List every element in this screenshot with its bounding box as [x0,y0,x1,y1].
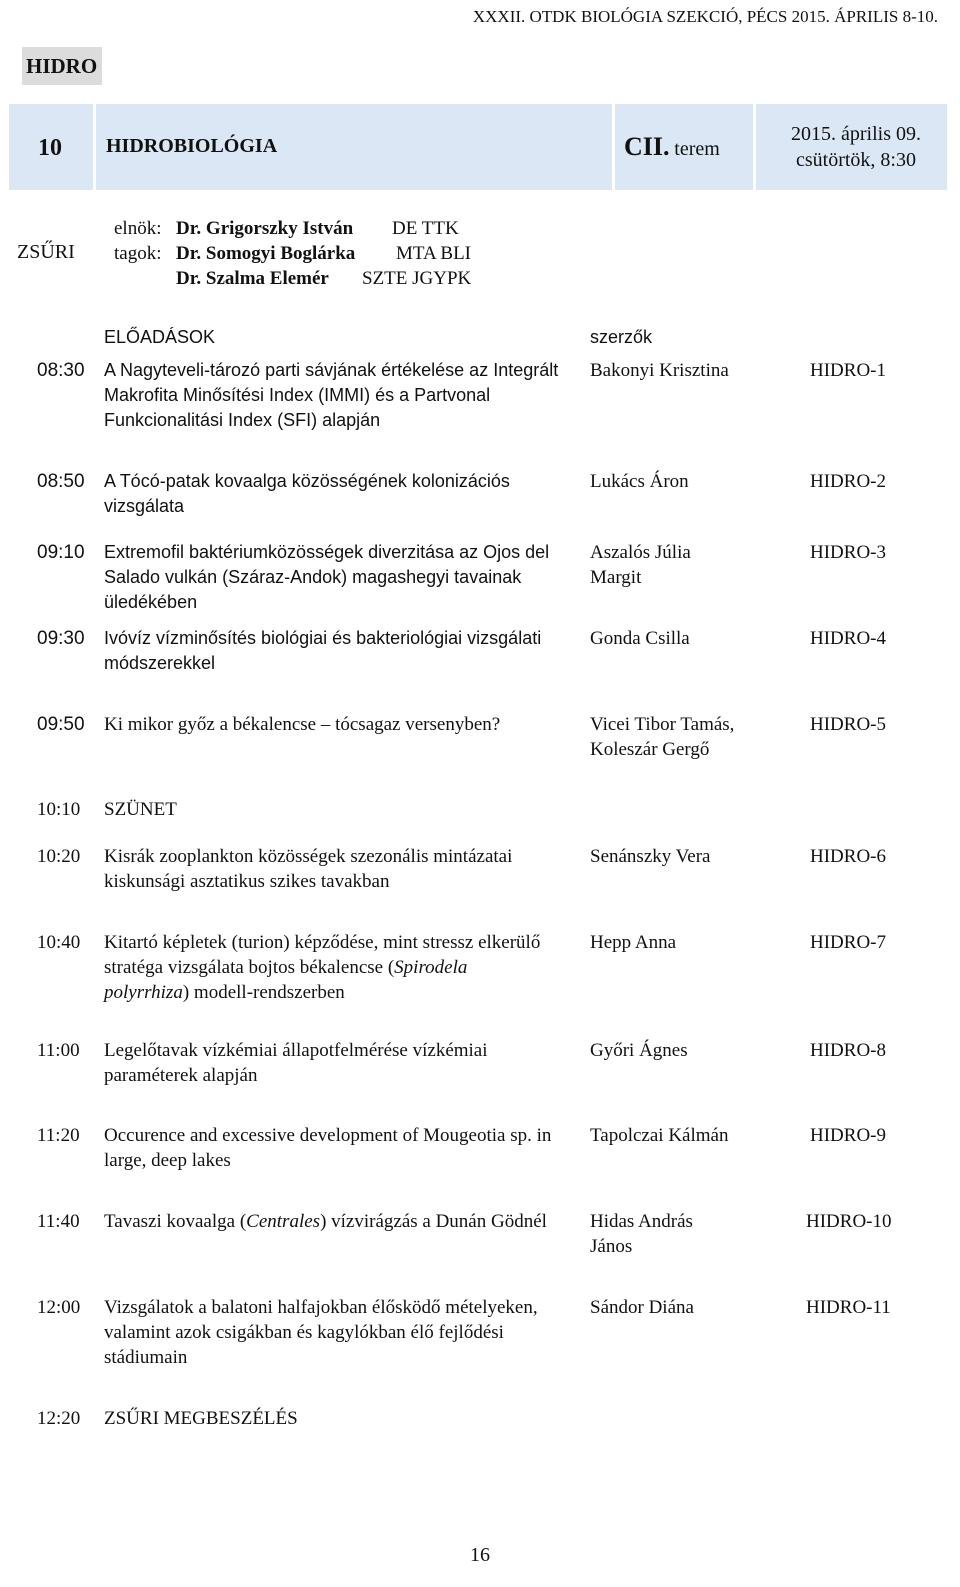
talk-title: Extremofil baktériumközösségek diverzitása az Ojos del Salado vulkán (Száraz-Andok) magashegyi tavainak üledékében [104,542,550,612]
closing-time: 12:20 [37,1408,81,1429]
talk-title: Legelőtavak vízkémiai állapotfelmérése vízkémiai paraméterek alapján [104,1040,488,1086]
talk-author: Hidas András János [590,1211,693,1257]
running-header: XXXII. OTDK BIOLÓGIA SZEKCIÓ, PÉCS 2015. ÁPRILIS 8-10. [472,7,938,26]
talk-time: 10:20 [37,846,81,867]
talk-title: A Tócó-patak kovaalga közösségének kolonizációs vizsgálata [104,471,510,516]
talk-code: HIDRO-10 [806,1211,892,1232]
talk-author: Senánszky Vera [590,846,711,867]
talk-code: HIDRO-11 [806,1297,891,1318]
talk-title-part: ) modell-rendszerben [182,982,345,1003]
talk-title-species: Spirodela polyrrhiza [104,957,468,1003]
session-date [784,121,928,173]
jury-chair-institution: DE TTK [392,218,459,239]
talk-time: 11:40 [37,1211,80,1232]
authors-column-heading: szerzők [590,327,653,347]
talk-time: 11:20 [37,1125,80,1146]
break-label: SZÜNET [104,799,177,820]
talk-code: HIDRO-6 [810,846,886,867]
talk-time: 12:00 [37,1297,81,1318]
talk-code: HIDRO-3 [810,542,886,563]
talk-code: HIDRO-2 [810,471,886,492]
session-room [624,131,720,166]
talk-title-part: ) vízvirágzás a Dunán Gödnél [320,1211,547,1232]
talk-time: 09:30 [37,628,85,649]
page-number: 16 [470,1544,490,1566]
talk-author: Győri Ágnes [590,1040,688,1061]
jury-member-institution: SZTE JGYPK [362,268,472,289]
break-time: 10:10 [37,799,81,820]
talk-code: HIDRO-7 [810,932,886,953]
section-tag: HIDRO [22,47,102,85]
talk-author: Tapolczai Kálmán [590,1125,729,1146]
talk-title: Occurence and excessive development of Mougeotia sp. in large, deep lakes [104,1125,552,1171]
talk-title-part: Tavaszi kovaalga ( [104,1211,247,1232]
talk-author: Lukács Áron [590,471,689,492]
jury-chair-name: Dr. Grigorszky István [176,218,354,239]
talk-code: HIDRO-9 [810,1125,886,1146]
band-separator [612,104,615,190]
talk-author: Bakonyi Krisztina [590,360,729,381]
talk-author: Gonda Csilla [590,628,690,649]
talk-author: Sándor Diána [590,1297,694,1318]
talk-title: Kisrák zooplankton közösségek szezonális mintázatai kiskunsági asztatikus szikes tavakban [104,846,513,892]
jury-chair-role: elnök: [114,218,162,239]
jury-member-name: Dr. Somogyi Boglárka [176,243,356,264]
talk-code: HIDRO-8 [810,1040,886,1061]
band-separator [753,104,756,190]
session-date-line1: 2015. április 09. [791,123,921,145]
jury-label: ZSŰRI [17,241,75,263]
talk-title: Vizsgálatok a balatoni halfajokban élősködő mételyeken, valamint azok csigákban és kagylókban élő fejlődési stádiumain [104,1297,538,1368]
session-number: 10 [38,135,62,161]
talk-author: Hepp Anna [590,932,677,953]
talk-time: 09:10 [37,542,85,563]
talk-title [104,1209,564,1234]
room-word: terem [674,138,720,160]
band-separator [93,104,96,190]
talk-time: 08:50 [37,471,85,492]
talk-time: 09:50 [37,714,85,735]
session-name: HIDROBIOLÓGIA [106,135,278,157]
talk-title: Ivóvíz vízminősítés biológiai és bakteriológiai vizsgálati módszerekkel [104,628,542,673]
room-code: CII. [624,132,670,161]
talk-title [104,930,544,1005]
talk-author: Aszalós Júlia Margit [590,542,691,588]
jury-members-role: tagok: [114,243,162,264]
talks-column-heading: ELŐADÁSOK [104,327,216,347]
jury-member-institution: MTA BLI [396,243,472,264]
jury-member-name: Dr. Szalma Elemér [176,268,329,289]
talk-time: 11:00 [37,1040,80,1061]
talk-author: Vicei Tibor Tamás, Koleszár Gergő [590,714,735,760]
talk-title: A Nagyteveli-tározó parti sávjának értékelése az Integrált Makrofita Minősítési Index (IMMI) és a Partvonal Funkcionalitási Index (SFI) alapján [104,360,559,430]
talk-title-part: Kitartó képletek (turion) képződése, mint stressz elkerülő stratéga vizsgálata bojtos békalencse ( [104,932,541,978]
session-date-line2: csütörtök, 8:30 [796,149,916,171]
closing-label: ZSŰRI MEGBESZÉLÉS [104,1408,298,1429]
talk-title-taxon: Centrales [246,1211,321,1232]
talk-time: 08:30 [37,360,85,381]
talk-code: HIDRO-1 [810,360,886,381]
talk-time: 10:40 [37,932,81,953]
talk-title: Ki mikor győz a békalencse – tócsagaz versenyben? [104,714,501,735]
talk-code: HIDRO-4 [810,628,886,649]
talk-code: HIDRO-5 [810,714,886,735]
